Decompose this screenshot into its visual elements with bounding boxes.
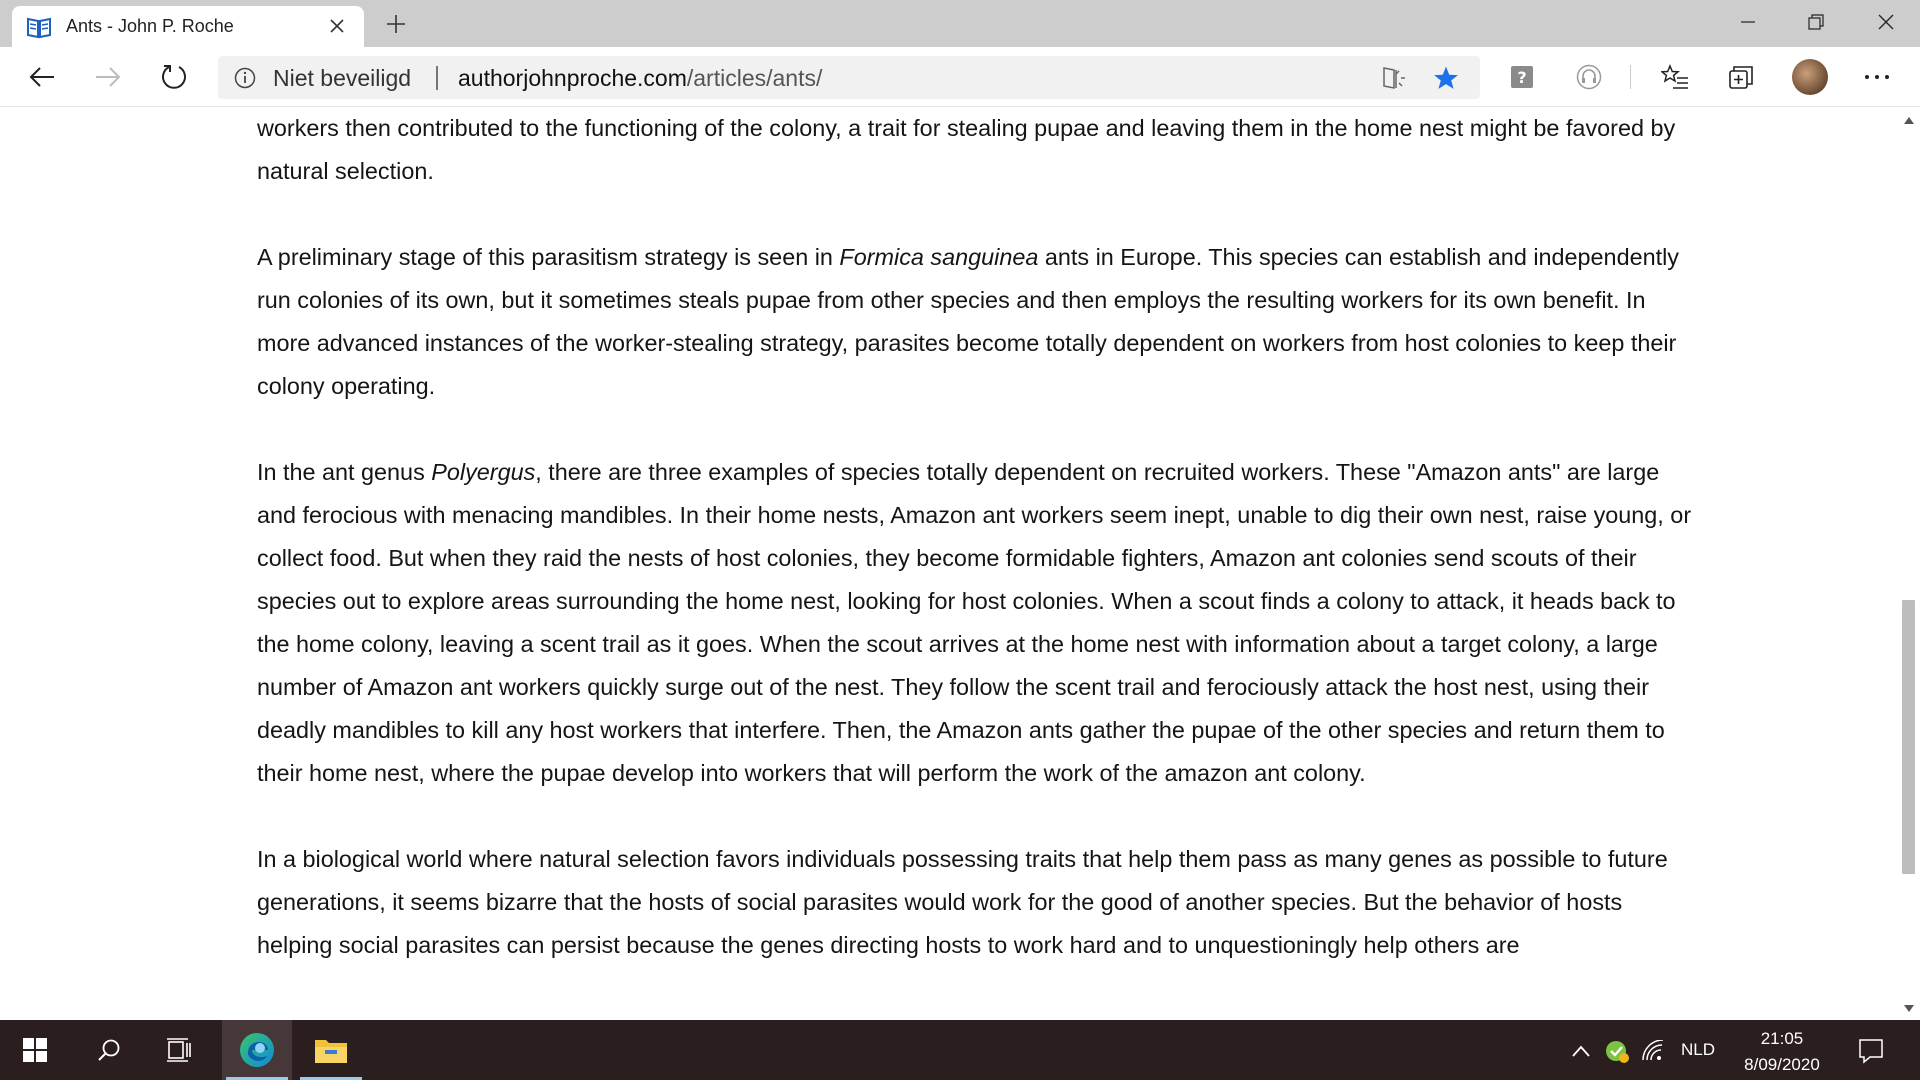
start-button[interactable] [0, 1020, 70, 1080]
taskbar-file-explorer[interactable] [296, 1020, 366, 1080]
language-indicator[interactable]: NLD [1681, 1040, 1716, 1059]
paragraph-text: A preliminary stage of this parasitism strategy is seen in [257, 244, 840, 270]
info-icon[interactable] [232, 65, 258, 91]
wifi-icon[interactable] [1640, 1038, 1666, 1064]
profile-avatar[interactable] [1792, 59, 1828, 95]
taskbar-edge-app[interactable] [222, 1020, 292, 1080]
system-clock[interactable] [1724, 1026, 1840, 1078]
title-bar [0, 0, 1920, 47]
extension-headset-icon[interactable] [1572, 60, 1606, 94]
paragraph-text: ants in Europe. This species can establish and independently run colonies of its own, but it sometimes steals pupae from other species and then employs the resulting workers for its own benefit. In more advanced instances of the worker-stealing strategy, parasites become totally dependent on workers from host colonies to keep their colony operating. [257, 244, 1679, 399]
minimize-button[interactable] [1714, 0, 1782, 44]
chevron-up-icon[interactable] [1568, 1038, 1594, 1064]
refresh-button[interactable] [152, 57, 196, 97]
browser-tab[interactable] [12, 6, 364, 47]
url-path: /articles/ants/ [686, 65, 823, 91]
edge-browser-icon [238, 1031, 276, 1069]
paragraph-text: In a biological world where natural selection favors individuals possessing traits that help them pass as many genes as possible to future generations, it seems bizarre that the hosts of social parasites would work for the good of another species. But the behavior of hosts helping social parasites can persist because the genes directing hosts to work hard and to unquestioningly help others are [257, 846, 1668, 958]
security-label[interactable]: Niet beveiligd [273, 65, 412, 91]
clock-time: 21:05 [1760, 1029, 1804, 1048]
tab-title: Ants - John P. Roche [66, 16, 234, 36]
forward-button[interactable] [86, 57, 130, 97]
toolbar-separator [1630, 65, 1631, 89]
back-button[interactable] [20, 57, 64, 97]
favorite-star-icon[interactable] [1432, 64, 1460, 92]
article-body [257, 108, 1697, 1010]
read-aloud-icon[interactable] [1382, 64, 1410, 92]
address-separator [436, 66, 438, 90]
restore-button[interactable] [1782, 0, 1850, 44]
security-status-icon[interactable] [1604, 1038, 1630, 1064]
windows-taskbar [0, 1020, 1920, 1080]
folder-icon [314, 1036, 348, 1064]
paragraph-text: workers then contributed to the functioning of the colony, a trait for stealing pupae and leaving them in the home nest might be favored by natural selection. [257, 115, 1676, 184]
scroll-thumb[interactable] [1902, 600, 1915, 874]
more-options-icon[interactable] [1860, 60, 1894, 94]
scroll-up-icon[interactable] [1898, 110, 1920, 130]
paragraph-text: In the ant genus [257, 459, 432, 485]
address-bar[interactable] [218, 56, 1480, 99]
url-domain: authorjohnproche.com [458, 65, 687, 91]
article-paragraph [257, 236, 1697, 408]
genus-name: Polyergus [431, 459, 536, 485]
close-tab-icon[interactable] [324, 13, 350, 39]
article-paragraph [257, 451, 1697, 795]
close-window-button[interactable] [1852, 0, 1920, 44]
notification-icon[interactable] [1856, 1036, 1886, 1066]
clock-date: 8/09/2020 [1744, 1055, 1820, 1074]
book-icon [26, 14, 52, 40]
svg-text:?: ? [1517, 68, 1527, 87]
scroll-down-icon[interactable] [1898, 998, 1920, 1018]
paragraph-text: , there are three examples of species totally dependent on recruited workers. These "Amazon ants" are large and ferocious with menacing mandibles. In their home nests, Amazon ant workers seem inept, unable to dig their own nest, raise young, or collect food. But when they raid the nests of host colonies, they become formidable fighters, Amazon ant colonies send scouts of their species out to explore areas surrounding the home nest, looking for host colonies. When a scout finds a colony to attack, it heads back to the home colony, leaving a scent trail as it goes. When the scout arrives at the home nest with information about a target colony, a large number of Amazon ant workers quickly surge out of the nest. They follow the scent trail and ferociously attack the host nest, using their deadly mandibles to kill any host workers that interfere. Then, the Amazon ants gather the pupae of the other species and return them to their home nest, where the pupae develop into workers that will perform the work of the amazon ant colony. [257, 459, 1692, 786]
collections-icon[interactable] [1724, 60, 1758, 94]
page-content[interactable] [0, 108, 1898, 1020]
article-paragraph [257, 838, 1697, 967]
url-text[interactable] [458, 65, 822, 92]
favorites-list-icon[interactable] [1658, 60, 1692, 94]
extension-help-icon[interactable] [1505, 60, 1539, 94]
vertical-scrollbar[interactable] [1898, 108, 1920, 1020]
search-icon[interactable] [74, 1020, 144, 1080]
task-view-icon[interactable] [144, 1020, 214, 1080]
navigation-bar [0, 47, 1920, 107]
new-tab-button[interactable] [380, 8, 412, 40]
species-name: Formica sanguinea [839, 244, 1039, 270]
article-paragraph [257, 108, 1697, 193]
